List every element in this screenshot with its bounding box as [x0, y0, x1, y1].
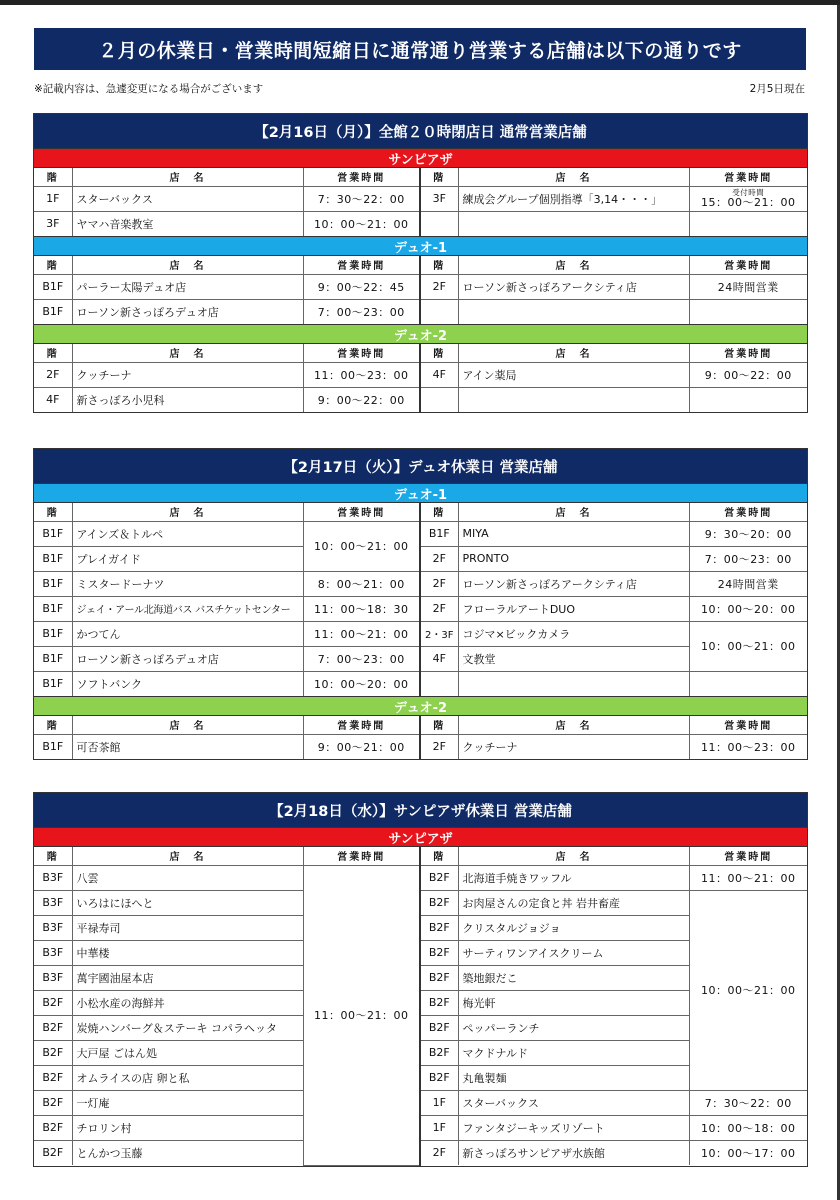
hours: 7：00〜23：00: [303, 299, 420, 324]
hours: 9：00〜22：45: [303, 274, 420, 299]
store-name: ローソン新さっぽろデュオ店: [72, 646, 303, 671]
floor: B2F: [420, 890, 458, 915]
header-row: [34, 344, 807, 362]
table-row: [34, 571, 807, 596]
store-name: 新さっぽろ小児科: [72, 387, 303, 412]
store-name: ミスタードーナツ: [72, 571, 303, 596]
col-name: 店 名: [72, 344, 303, 362]
header-row: [34, 256, 807, 274]
hours: 11：00〜18：30: [303, 596, 420, 621]
store-name: 大戸屋 ごはん処: [72, 1040, 303, 1065]
table-row: [34, 299, 807, 324]
empty-cell: [458, 671, 689, 696]
store-name: 梅光軒: [458, 990, 689, 1015]
store-name: オムライスの店 卵と私: [72, 1065, 303, 1090]
floor: 3F: [34, 211, 72, 236]
header-row: [34, 168, 807, 186]
empty-cell: [458, 387, 689, 412]
store-name: スターバックス: [458, 1090, 689, 1115]
hours: 11：00〜23：00: [689, 734, 807, 759]
section-duo2: デュオ-2: [34, 696, 807, 716]
table-sampiaza: [34, 847, 807, 1166]
table-row: [34, 211, 807, 236]
col-hours: 営業時間: [303, 503, 420, 521]
store-name: サーティワンアイスクリーム: [458, 940, 689, 965]
col-floor: 階: [34, 168, 72, 186]
floor: 1F: [34, 186, 72, 211]
floor: B1F: [34, 621, 72, 646]
table-row: [34, 521, 807, 546]
store-name: アイン薬局: [458, 362, 689, 387]
col-floor: 階: [420, 503, 458, 521]
store-name: 北海道手焼きワッフル: [458, 865, 689, 890]
store-name: ローソン新さっぽろアークシティ店: [458, 274, 689, 299]
floor: 2F: [420, 596, 458, 621]
store-name: パーラー太陽デュオ店: [72, 274, 303, 299]
empty-cell: [458, 211, 689, 236]
store-name: チロリン村: [72, 1115, 303, 1140]
empty-cell: [458, 299, 689, 324]
store-name: 八雲: [72, 865, 303, 890]
col-hours: 営業時間: [303, 847, 420, 865]
block-title: 【2月18日（水）】サンピアザ休業日 営業店舗: [34, 793, 807, 828]
store-name: PRONTO: [458, 546, 689, 571]
floor: 4F: [420, 646, 458, 671]
floor: 4F: [420, 362, 458, 387]
table-row: [34, 274, 807, 299]
table-row: [34, 186, 807, 211]
table-row: [34, 1140, 807, 1165]
section-duo1: デュオ-1: [34, 484, 807, 503]
empty-cell: [689, 299, 807, 324]
empty-cell: [420, 299, 458, 324]
store-name: お肉屋さんの定食と丼 岩井畜産: [458, 890, 689, 915]
col-hours: 営業時間: [303, 344, 420, 362]
store-name: ヤマハ音楽教室: [72, 211, 303, 236]
floor: B1F: [420, 521, 458, 546]
section-duo1: デュオ-1: [34, 236, 807, 256]
floor: 2F: [420, 734, 458, 759]
floor: B1F: [34, 546, 72, 571]
hours: 10：00〜21：00: [689, 621, 807, 671]
store-name: クッチーナ: [72, 362, 303, 387]
floor: 2F: [420, 571, 458, 596]
floor: B1F: [34, 734, 72, 759]
floor: 2・3F: [420, 621, 458, 646]
col-hours: 営業時間: [689, 716, 807, 734]
col-name: 店 名: [458, 503, 689, 521]
store-name: いろはにほへと: [72, 890, 303, 915]
hours: 7：30〜22：00: [689, 1090, 807, 1115]
store-name: 新さっぽろサンピアザ水族館: [458, 1140, 689, 1165]
floor: B2F: [34, 1115, 72, 1140]
floor: B3F: [34, 965, 72, 990]
hours: 11：00〜21：00: [303, 865, 420, 1165]
block-feb17: [33, 448, 808, 760]
hours: 11：00〜21：00: [689, 865, 807, 890]
table-row: [34, 1115, 807, 1140]
store-name: 可否茶館: [72, 734, 303, 759]
floor: B2F: [420, 865, 458, 890]
hours: 10：00〜20：00: [303, 671, 420, 696]
floor: B2F: [34, 1065, 72, 1090]
col-name: 店 名: [458, 716, 689, 734]
page-title: ２月の休業日・営業時間短縮日に通常通り営業する店舗は以下の通りです: [34, 28, 806, 70]
table-duo1: [34, 503, 807, 696]
store-name: 丸亀製麺: [458, 1065, 689, 1090]
empty-cell: [689, 671, 807, 696]
floor: B2F: [34, 990, 72, 1015]
section-duo2: デュオ-2: [34, 324, 807, 344]
floor: 2F: [420, 274, 458, 299]
col-floor: 階: [34, 256, 72, 274]
hours: [689, 186, 807, 211]
col-name: 店 名: [72, 256, 303, 274]
empty-cell: [689, 387, 807, 412]
floor: B1F: [34, 299, 72, 324]
col-floor: 階: [420, 344, 458, 362]
floor: B2F: [420, 1015, 458, 1040]
floor: 3F: [420, 186, 458, 211]
hours: 10：00〜21：00: [303, 211, 420, 236]
store-name: クッチーナ: [458, 734, 689, 759]
block-feb18: [33, 792, 808, 1167]
hours: 11：00〜23：00: [303, 362, 420, 387]
table-row: [34, 387, 807, 412]
table-row: [34, 546, 807, 571]
hours: 10：00〜21：00: [303, 521, 420, 571]
hours: 24時間営業: [689, 571, 807, 596]
floor: B1F: [34, 596, 72, 621]
hours: 24時間営業: [689, 274, 807, 299]
table-row: [34, 734, 807, 759]
block-title: 【2月17日（火）】デュオ休業日 営業店舗: [34, 449, 807, 484]
table-row: [34, 1090, 807, 1115]
col-hours: 営業時間: [689, 256, 807, 274]
hours: 10：00〜17：00: [689, 1140, 807, 1165]
store-name: ファンタジーキッズリゾート: [458, 1115, 689, 1140]
store-name: 一灯庵: [72, 1090, 303, 1115]
col-hours: 営業時間: [689, 847, 807, 865]
col-hours: 営業時間: [303, 168, 420, 186]
store-name: ローソン新さっぽろデュオ店: [72, 299, 303, 324]
table-row: [34, 671, 807, 696]
empty-cell: [689, 211, 807, 236]
floor: B1F: [34, 571, 72, 596]
floor: B2F: [420, 940, 458, 965]
floor: B2F: [420, 965, 458, 990]
store-name: 平禄寿司: [72, 915, 303, 940]
store-name: ソフトバンク: [72, 671, 303, 696]
store-name: ジェイ・アール北海道バス バスチケットセンター: [72, 596, 303, 621]
hours: 9：00〜22：00: [689, 362, 807, 387]
table-row: [34, 596, 807, 621]
store-name: スターバックス: [72, 186, 303, 211]
section-sampiaza: サンピアザ: [34, 149, 807, 168]
table-duo2: [34, 344, 807, 412]
floor: B1F: [34, 646, 72, 671]
store-name: 小松水産の海鮮丼: [72, 990, 303, 1015]
col-name: 店 名: [458, 168, 689, 186]
hours-value: 15：00〜21：00: [701, 196, 796, 209]
col-floor: 階: [420, 256, 458, 274]
col-name: 店 名: [458, 847, 689, 865]
hours: 7：00〜23：00: [689, 546, 807, 571]
store-name: とんかつ玉藤: [72, 1140, 303, 1165]
section-sampiaza: サンピアザ: [34, 828, 807, 847]
as-of-date: 2月5日現在: [749, 83, 805, 95]
col-name: 店 名: [72, 503, 303, 521]
table-row: [34, 865, 807, 890]
table-sampiaza: [34, 168, 807, 236]
empty-cell: [420, 671, 458, 696]
hours: 9：00〜21：00: [303, 734, 420, 759]
store-name: フローラルアートDUO: [458, 596, 689, 621]
floor: B3F: [34, 915, 72, 940]
floor: B1F: [34, 671, 72, 696]
store-name: MIYA: [458, 521, 689, 546]
col-hours: 営業時間: [303, 256, 420, 274]
floor: 4F: [34, 387, 72, 412]
store-name: マクドナルド: [458, 1040, 689, 1065]
store-name: アインズ＆トルペ: [72, 521, 303, 546]
floor: B2F: [34, 1090, 72, 1115]
col-hours: 営業時間: [689, 344, 807, 362]
col-hours: 営業時間: [689, 168, 807, 186]
col-floor: 階: [34, 847, 72, 865]
store-name: プレイガイド: [72, 546, 303, 571]
floor: B2F: [420, 1065, 458, 1090]
col-name: 店 名: [458, 256, 689, 274]
store-name: コジマ×ビックカメラ: [458, 621, 689, 646]
floor: 2F: [420, 1140, 458, 1165]
col-name: 店 名: [72, 847, 303, 865]
floor: B2F: [34, 1140, 72, 1165]
store-name: ローソン新さっぽろアークシティ店: [458, 571, 689, 596]
floor: 1F: [420, 1115, 458, 1140]
floor: B3F: [34, 865, 72, 890]
floor: 1F: [420, 1090, 458, 1115]
header-row: [34, 716, 807, 734]
store-name: 萬宇國油屋本店: [72, 965, 303, 990]
col-hours: 営業時間: [303, 716, 420, 734]
hours: 11：00〜21：00: [303, 621, 420, 646]
store-name: クリスタルジョジョ: [458, 915, 689, 940]
col-floor: 階: [34, 716, 72, 734]
col-floor: 階: [420, 168, 458, 186]
col-floor: 階: [420, 716, 458, 734]
col-floor: 階: [34, 344, 72, 362]
store-name: 中華楼: [72, 940, 303, 965]
table-row: [34, 890, 807, 915]
table-row: [34, 621, 807, 646]
disclaimer-note: ※記載内容は、急遽変更になる場合がございます: [34, 83, 264, 95]
floor: B2F: [420, 1040, 458, 1065]
col-name: 店 名: [72, 716, 303, 734]
floor: B2F: [420, 990, 458, 1015]
header-row: [34, 503, 807, 521]
store-name: 炭焼ハンバーグ＆ステーキ コパラヘッタ: [72, 1015, 303, 1040]
hours-note: 受付時間: [732, 188, 765, 197]
hours: 10：00〜18：00: [689, 1115, 807, 1140]
store-name: 築地銀だこ: [458, 965, 689, 990]
hours: 10：00〜21：00: [689, 890, 807, 1090]
floor: B3F: [34, 890, 72, 915]
table-duo1: [34, 256, 807, 324]
floor: B3F: [34, 940, 72, 965]
store-name: 練成会グループ個別指導「3,14・・・」: [458, 186, 689, 211]
hours: 9：30〜20：00: [689, 521, 807, 546]
floor: 2F: [420, 546, 458, 571]
col-hours: 営業時間: [689, 503, 807, 521]
floor: B1F: [34, 274, 72, 299]
hours: 7：00〜23：00: [303, 646, 420, 671]
floor: B2F: [34, 1040, 72, 1065]
header-row: [34, 847, 807, 865]
col-floor: 階: [34, 503, 72, 521]
block-feb16: [33, 113, 808, 413]
floor: B2F: [420, 915, 458, 940]
hours: 8：00〜21：00: [303, 571, 420, 596]
table-duo2: [34, 716, 807, 759]
table-row: [34, 362, 807, 387]
floor: 2F: [34, 362, 72, 387]
floor: B1F: [34, 521, 72, 546]
col-floor: 階: [420, 847, 458, 865]
hours: 9：00〜22：00: [303, 387, 420, 412]
block-title: 【2月16日（月）】全館２０時閉店日 通常営業店舗: [34, 114, 807, 149]
top-bar: [0, 0, 840, 5]
store-name: かつてん: [72, 621, 303, 646]
floor: B2F: [34, 1015, 72, 1040]
store-name: ペッパーランチ: [458, 1015, 689, 1040]
col-name: 店 名: [72, 168, 303, 186]
store-name: 文教堂: [458, 646, 689, 671]
empty-cell: [420, 211, 458, 236]
empty-cell: [420, 387, 458, 412]
hours: 10：00〜20：00: [689, 596, 807, 621]
hours: 7：30〜22：00: [303, 186, 420, 211]
col-name: 店 名: [458, 344, 689, 362]
